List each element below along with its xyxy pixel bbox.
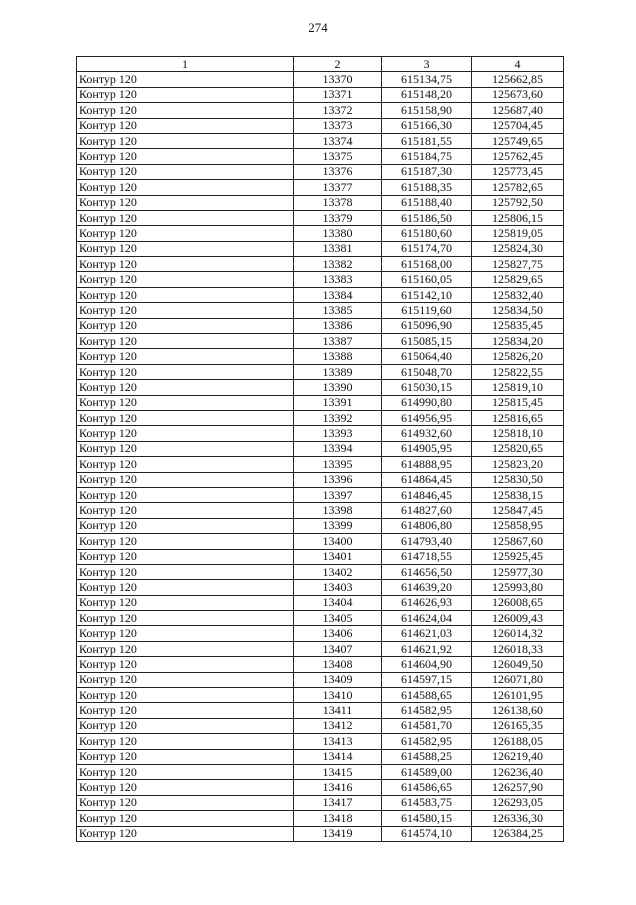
contour-name-cell: Контур 120	[77, 811, 294, 826]
x-coordinate-cell: 615085,15	[382, 334, 472, 349]
point-number-cell: 13397	[294, 487, 382, 502]
x-coordinate-cell: 615181,55	[382, 133, 472, 148]
y-coordinate-cell: 126188,05	[472, 734, 564, 749]
point-number-cell: 13386	[294, 318, 382, 333]
table-row	[77, 688, 564, 703]
point-number-cell: 13385	[294, 303, 382, 318]
y-coordinate-cell: 125822,55	[472, 364, 564, 379]
x-coordinate-cell: 614932,60	[382, 426, 472, 441]
table-row	[77, 564, 564, 579]
x-coordinate-cell: 615160,05	[382, 272, 472, 287]
contour-name-cell: Контур 120	[77, 718, 294, 733]
contour-name-cell: Контур 120	[77, 487, 294, 502]
y-coordinate-cell: 125826,20	[472, 349, 564, 364]
y-coordinate-cell: 125749,65	[472, 133, 564, 148]
x-coordinate-cell: 615186,50	[382, 210, 472, 225]
point-number-cell: 13401	[294, 549, 382, 564]
x-coordinate-cell: 615166,30	[382, 118, 472, 133]
y-coordinate-cell: 125830,50	[472, 472, 564, 487]
point-number-cell: 13382	[294, 257, 382, 272]
x-coordinate-cell: 615168,00	[382, 257, 472, 272]
x-coordinate-cell: 614718,55	[382, 549, 472, 564]
point-number-cell: 13410	[294, 688, 382, 703]
y-coordinate-cell: 126008,65	[472, 595, 564, 610]
contour-name-cell: Контур 120	[77, 826, 294, 841]
table-row	[77, 795, 564, 810]
point-number-cell: 13419	[294, 826, 382, 841]
y-coordinate-cell: 125834,50	[472, 303, 564, 318]
contour-name-cell: Контур 120	[77, 564, 294, 579]
y-coordinate-cell: 125820,65	[472, 441, 564, 456]
point-number-cell: 13395	[294, 457, 382, 472]
x-coordinate-cell: 614582,95	[382, 734, 472, 749]
point-number-cell: 13412	[294, 718, 382, 733]
table-row	[77, 87, 564, 102]
contour-name-cell: Контур 120	[77, 764, 294, 779]
x-coordinate-cell: 614806,80	[382, 518, 472, 533]
y-coordinate-cell: 125673,60	[472, 87, 564, 102]
y-coordinate-cell: 126071,80	[472, 672, 564, 687]
point-number-cell: 13370	[294, 72, 382, 87]
y-coordinate-cell: 125819,05	[472, 226, 564, 241]
y-coordinate-cell: 126257,90	[472, 780, 564, 795]
contour-name-cell: Контур 120	[77, 303, 294, 318]
x-coordinate-cell: 614581,70	[382, 718, 472, 733]
table-row	[77, 195, 564, 210]
x-coordinate-cell: 614639,20	[382, 580, 472, 595]
column-header-2: 2	[294, 57, 382, 72]
point-number-cell: 13394	[294, 441, 382, 456]
y-coordinate-cell: 126219,40	[472, 749, 564, 764]
point-number-cell: 13414	[294, 749, 382, 764]
point-number-cell: 13416	[294, 780, 382, 795]
x-coordinate-cell: 615187,30	[382, 164, 472, 179]
x-coordinate-cell: 614905,95	[382, 441, 472, 456]
y-coordinate-cell: 125867,60	[472, 534, 564, 549]
point-number-cell: 13415	[294, 764, 382, 779]
table-row	[77, 287, 564, 302]
table-row	[77, 103, 564, 118]
contour-name-cell: Контур 120	[77, 226, 294, 241]
x-coordinate-cell: 615184,75	[382, 149, 472, 164]
point-number-cell: 13398	[294, 503, 382, 518]
contour-name-cell: Контур 120	[77, 380, 294, 395]
point-number-cell: 13383	[294, 272, 382, 287]
x-coordinate-cell: 614827,60	[382, 503, 472, 518]
y-coordinate-cell: 125762,45	[472, 149, 564, 164]
table-row	[77, 549, 564, 564]
x-coordinate-cell: 615174,70	[382, 241, 472, 256]
contour-name-cell: Контур 120	[77, 180, 294, 195]
contour-name-cell: Контур 120	[77, 534, 294, 549]
y-coordinate-cell: 125824,30	[472, 241, 564, 256]
contour-name-cell: Контур 120	[77, 195, 294, 210]
point-number-cell: 13404	[294, 595, 382, 610]
column-header-3: 3	[382, 57, 472, 72]
point-number-cell: 13413	[294, 734, 382, 749]
y-coordinate-cell: 126014,32	[472, 626, 564, 641]
table-row	[77, 426, 564, 441]
x-coordinate-cell: 614588,65	[382, 688, 472, 703]
table-row	[77, 641, 564, 656]
table-row	[77, 580, 564, 595]
y-coordinate-cell: 125819,10	[472, 380, 564, 395]
x-coordinate-cell: 614621,92	[382, 641, 472, 656]
x-coordinate-cell: 614597,15	[382, 672, 472, 687]
y-coordinate-cell: 125993,80	[472, 580, 564, 595]
x-coordinate-cell: 614588,25	[382, 749, 472, 764]
y-coordinate-cell: 125704,45	[472, 118, 564, 133]
table-row	[77, 303, 564, 318]
table-row	[77, 410, 564, 425]
table-body	[77, 72, 564, 842]
table-row	[77, 826, 564, 841]
point-number-cell: 13388	[294, 349, 382, 364]
y-coordinate-cell: 125827,75	[472, 257, 564, 272]
point-number-cell: 13409	[294, 672, 382, 687]
table-header-row	[77, 57, 564, 72]
coordinates-table	[76, 56, 564, 842]
contour-name-cell: Контур 120	[77, 611, 294, 626]
x-coordinate-cell: 615142,10	[382, 287, 472, 302]
point-number-cell: 13408	[294, 657, 382, 672]
contour-name-cell: Контур 120	[77, 580, 294, 595]
contour-name-cell: Контур 120	[77, 72, 294, 87]
table-row	[77, 257, 564, 272]
table-row	[77, 764, 564, 779]
y-coordinate-cell: 125977,30	[472, 564, 564, 579]
point-number-cell: 13417	[294, 795, 382, 810]
y-coordinate-cell: 125792,50	[472, 195, 564, 210]
x-coordinate-cell: 615158,90	[382, 103, 472, 118]
y-coordinate-cell: 126293,05	[472, 795, 564, 810]
table-row	[77, 472, 564, 487]
contour-name-cell: Контур 120	[77, 688, 294, 703]
table-row	[77, 503, 564, 518]
contour-name-cell: Контур 120	[77, 164, 294, 179]
point-number-cell: 13376	[294, 164, 382, 179]
point-number-cell: 13378	[294, 195, 382, 210]
x-coordinate-cell: 614888,95	[382, 457, 472, 472]
table-row	[77, 364, 564, 379]
contour-name-cell: Контур 120	[77, 426, 294, 441]
table-row	[77, 318, 564, 333]
y-coordinate-cell: 125687,40	[472, 103, 564, 118]
contour-name-cell: Контур 120	[77, 87, 294, 102]
column-header-1: 1	[77, 57, 294, 72]
table-row	[77, 534, 564, 549]
contour-name-cell: Контур 120	[77, 457, 294, 472]
table-row	[77, 164, 564, 179]
point-number-cell: 13374	[294, 133, 382, 148]
y-coordinate-cell: 126049,50	[472, 657, 564, 672]
point-number-cell: 13371	[294, 87, 382, 102]
contour-name-cell: Контур 120	[77, 103, 294, 118]
point-number-cell: 13389	[294, 364, 382, 379]
y-coordinate-cell: 125823,20	[472, 457, 564, 472]
contour-name-cell: Контур 120	[77, 318, 294, 333]
x-coordinate-cell: 614990,80	[382, 395, 472, 410]
contour-name-cell: Контур 120	[77, 118, 294, 133]
y-coordinate-cell: 126384,25	[472, 826, 564, 841]
point-number-cell: 13411	[294, 703, 382, 718]
y-coordinate-cell: 126101,95	[472, 688, 564, 703]
x-coordinate-cell: 614656,50	[382, 564, 472, 579]
point-number-cell: 13372	[294, 103, 382, 118]
page-number: 274	[308, 20, 328, 35]
table-row	[77, 780, 564, 795]
point-number-cell: 13387	[294, 334, 382, 349]
point-number-cell: 13393	[294, 426, 382, 441]
x-coordinate-cell: 615180,60	[382, 226, 472, 241]
table-row	[77, 811, 564, 826]
contour-name-cell: Контур 120	[77, 287, 294, 302]
table-row	[77, 180, 564, 195]
y-coordinate-cell: 125847,45	[472, 503, 564, 518]
point-number-cell: 13377	[294, 180, 382, 195]
contour-name-cell: Контур 120	[77, 257, 294, 272]
table-row	[77, 241, 564, 256]
contour-name-cell: Контур 120	[77, 210, 294, 225]
table-row	[77, 718, 564, 733]
table-row	[77, 349, 564, 364]
table-row	[77, 626, 564, 641]
y-coordinate-cell: 126018,33	[472, 641, 564, 656]
contour-name-cell: Контур 120	[77, 334, 294, 349]
point-number-cell: 13402	[294, 564, 382, 579]
table-row	[77, 457, 564, 472]
x-coordinate-cell: 614589,00	[382, 764, 472, 779]
contour-name-cell: Контур 120	[77, 149, 294, 164]
table-row	[77, 734, 564, 749]
point-number-cell: 13380	[294, 226, 382, 241]
table-row	[77, 334, 564, 349]
x-coordinate-cell: 614624,04	[382, 611, 472, 626]
contour-name-cell: Контур 120	[77, 672, 294, 687]
contour-name-cell: Контур 120	[77, 549, 294, 564]
point-number-cell: 13381	[294, 241, 382, 256]
point-number-cell: 13373	[294, 118, 382, 133]
y-coordinate-cell: 125815,45	[472, 395, 564, 410]
x-coordinate-cell: 615064,40	[382, 349, 472, 364]
contour-name-cell: Контур 120	[77, 703, 294, 718]
y-coordinate-cell: 126165,35	[472, 718, 564, 733]
point-number-cell: 13400	[294, 534, 382, 549]
table-row	[77, 657, 564, 672]
point-number-cell: 13399	[294, 518, 382, 533]
y-coordinate-cell: 125838,15	[472, 487, 564, 502]
table-row	[77, 72, 564, 87]
x-coordinate-cell: 615030,15	[382, 380, 472, 395]
x-coordinate-cell: 614864,45	[382, 472, 472, 487]
contour-name-cell: Контур 120	[77, 734, 294, 749]
x-coordinate-cell: 615048,70	[382, 364, 472, 379]
x-coordinate-cell: 614956,95	[382, 410, 472, 425]
table-row	[77, 226, 564, 241]
x-coordinate-cell: 615188,40	[382, 195, 472, 210]
x-coordinate-cell: 615134,75	[382, 72, 472, 87]
y-coordinate-cell: 125806,15	[472, 210, 564, 225]
y-coordinate-cell: 125832,40	[472, 287, 564, 302]
table-row	[77, 672, 564, 687]
y-coordinate-cell: 125773,45	[472, 164, 564, 179]
point-number-cell: 13396	[294, 472, 382, 487]
x-coordinate-cell: 614604,90	[382, 657, 472, 672]
point-number-cell: 13407	[294, 641, 382, 656]
x-coordinate-cell: 614793,40	[382, 534, 472, 549]
x-coordinate-cell: 614574,10	[382, 826, 472, 841]
x-coordinate-cell: 614621,03	[382, 626, 472, 641]
contour-name-cell: Контур 120	[77, 641, 294, 656]
y-coordinate-cell: 125858,95	[472, 518, 564, 533]
y-coordinate-cell: 125829,65	[472, 272, 564, 287]
y-coordinate-cell: 126236,40	[472, 764, 564, 779]
x-coordinate-cell: 614846,45	[382, 487, 472, 502]
x-coordinate-cell: 615148,20	[382, 87, 472, 102]
contour-name-cell: Контур 120	[77, 472, 294, 487]
point-number-cell: 13384	[294, 287, 382, 302]
contour-name-cell: Контур 120	[77, 518, 294, 533]
contour-name-cell: Контур 120	[77, 780, 294, 795]
contour-name-cell: Контур 120	[77, 503, 294, 518]
table-row	[77, 118, 564, 133]
table-row	[77, 395, 564, 410]
table-row	[77, 133, 564, 148]
contour-name-cell: Контур 120	[77, 595, 294, 610]
x-coordinate-cell: 614582,95	[382, 703, 472, 718]
y-coordinate-cell: 125816,65	[472, 410, 564, 425]
y-coordinate-cell: 126336,30	[472, 811, 564, 826]
y-coordinate-cell: 125782,65	[472, 180, 564, 195]
y-coordinate-cell: 125925,45	[472, 549, 564, 564]
point-number-cell: 13379	[294, 210, 382, 225]
y-coordinate-cell: 125818,10	[472, 426, 564, 441]
table-row	[77, 487, 564, 502]
contour-name-cell: Контур 120	[77, 441, 294, 456]
point-number-cell: 13406	[294, 626, 382, 641]
x-coordinate-cell: 615096,90	[382, 318, 472, 333]
x-coordinate-cell: 614586,65	[382, 780, 472, 795]
point-number-cell: 13403	[294, 580, 382, 595]
contour-name-cell: Контур 120	[77, 749, 294, 764]
x-coordinate-cell: 615188,35	[382, 180, 472, 195]
x-coordinate-cell: 614626,93	[382, 595, 472, 610]
table-row	[77, 272, 564, 287]
table-row	[77, 441, 564, 456]
x-coordinate-cell: 614583,75	[382, 795, 472, 810]
contour-name-cell: Контур 120	[77, 657, 294, 672]
y-coordinate-cell: 125834,20	[472, 334, 564, 349]
table-row	[77, 380, 564, 395]
table-row	[77, 703, 564, 718]
y-coordinate-cell: 125835,45	[472, 318, 564, 333]
x-coordinate-cell: 614580,15	[382, 811, 472, 826]
table-row	[77, 210, 564, 225]
table-row	[77, 749, 564, 764]
column-header-4: 4	[472, 57, 564, 72]
contour-name-cell: Контур 120	[77, 364, 294, 379]
table-row	[77, 611, 564, 626]
y-coordinate-cell: 125662,85	[472, 72, 564, 87]
contour-name-cell: Контур 120	[77, 410, 294, 425]
point-number-cell: 13375	[294, 149, 382, 164]
point-number-cell: 13391	[294, 395, 382, 410]
contour-name-cell: Контур 120	[77, 795, 294, 810]
contour-name-cell: Контур 120	[77, 241, 294, 256]
table-row	[77, 595, 564, 610]
point-number-cell: 13405	[294, 611, 382, 626]
x-coordinate-cell: 615119,60	[382, 303, 472, 318]
contour-name-cell: Контур 120	[77, 395, 294, 410]
table-row	[77, 518, 564, 533]
point-number-cell: 13418	[294, 811, 382, 826]
contour-name-cell: Контур 120	[77, 133, 294, 148]
contour-name-cell: Контур 120	[77, 626, 294, 641]
contour-name-cell: Контур 120	[77, 272, 294, 287]
y-coordinate-cell: 126009,43	[472, 611, 564, 626]
point-number-cell: 13390	[294, 380, 382, 395]
contour-name-cell: Контур 120	[77, 349, 294, 364]
y-coordinate-cell: 126138,60	[472, 703, 564, 718]
point-number-cell: 13392	[294, 410, 382, 425]
table-row	[77, 149, 564, 164]
